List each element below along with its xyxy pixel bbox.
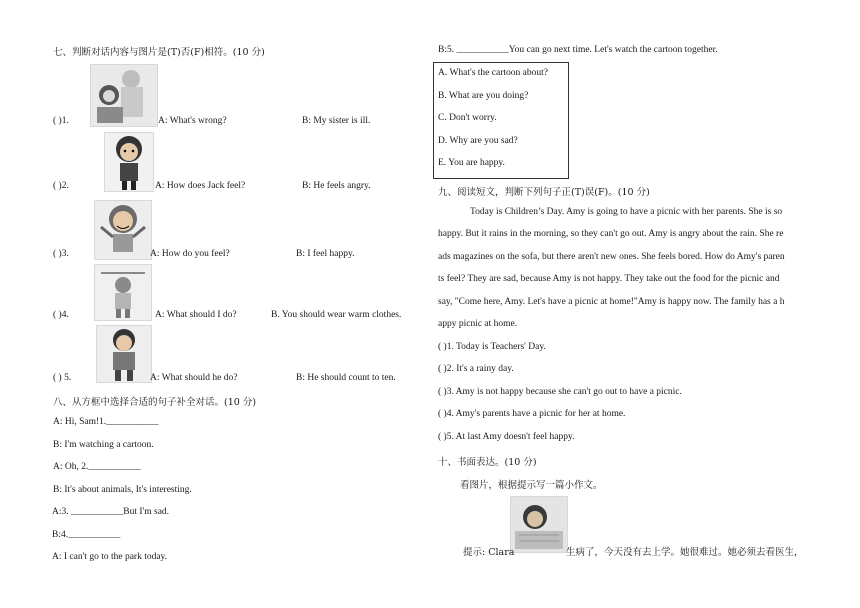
section-7-title: 七、判断对话内容与图片是(T)否(F)相符。(10 分) — [53, 47, 265, 58]
dialogue-line-4: B: It's about animals, It's interesting. — [53, 485, 192, 495]
item7-1-answer: B: My sister is ill. — [302, 116, 371, 126]
item7-5-question: A: What should he do? — [150, 373, 238, 383]
item7-3-number: ( )3. — [53, 249, 69, 259]
passage-line-2: happy. But it rains in the morning, so they can't go out. Amy is angry about the rain. She re — [438, 229, 784, 239]
dialogue-line-2: B: I'm watching a cartoon. — [53, 440, 154, 450]
writing-instruction: 看图片，根据提示写一篇小作文。 — [460, 480, 603, 491]
dialogue-line-6: B:4.___________ — [52, 530, 121, 540]
statement-1: ( )1. Today is Teachers' Day. — [438, 342, 546, 352]
angry-boy-picture — [96, 325, 152, 383]
option-e: E. You are happy. — [438, 158, 505, 168]
statement-4: ( )4. Amy's parents have a picnic for her at home. — [438, 409, 626, 419]
section-8-title: 八、从方框中选择合适的句子补全对话。(10 分) — [53, 397, 257, 408]
item7-2-number: ( )2. — [53, 181, 69, 191]
passage-line-6: appy picnic at home. — [438, 319, 518, 329]
section-10-title: 十、书面表达。(10 分) — [438, 457, 537, 468]
passage-line-5: say, "Come here, Amy. Let's have a picnic at home!"Amy is happy now. The family has a h — [438, 297, 785, 307]
item7-5-number: ( ) 5. — [53, 373, 72, 383]
sick-girl-in-bed-picture — [510, 496, 568, 553]
writing-hint-end: 生病了，今天没有去上学。她很难过。她必须去看医生， — [566, 547, 804, 558]
dialogue-line-1: A: Hi, Sam!1.___________ — [53, 417, 159, 427]
item7-4-question: A: What should I do? — [155, 310, 237, 320]
statement-3: ( )3. Amy is not happy because she can't go out to have a picnic. — [438, 387, 682, 397]
dialogue-line-8: B:5. ___________You can go next time. Let's watch the cartoon together. — [438, 45, 718, 55]
passage-line-3: ads magazines on the sofa, but there aren't new ones. She feels bored. How do Amy's paren — [438, 252, 785, 262]
jack-picture — [104, 132, 154, 192]
item7-2-answer: B: He feels angry. — [302, 181, 371, 191]
item7-4-number: ( )4. — [53, 310, 69, 320]
statement-5: ( )5. At last Amy doesn't feel happy. — [438, 432, 575, 442]
item7-1-question: A: What's wrong? — [158, 116, 227, 126]
option-c: C. Don't worry. — [438, 113, 497, 123]
item7-3-question: A: How do you feel? — [150, 249, 230, 259]
item7-5-answer: B: He should count to ten. — [296, 373, 396, 383]
item7-3-answer: B: I feel happy. — [296, 249, 355, 259]
passage-line-4: ts feel? They are sad, because Amy is not happy. They take out the food for the picnic and — [438, 274, 780, 284]
dialogue-line-5: A:3. ___________But I'm sad. — [52, 507, 170, 517]
statement-2: ( )2. It's a rainy day. — [438, 364, 514, 374]
option-d: D. Why are you sad? — [438, 136, 518, 146]
passage-line-1: Today is Children’s Day. Amy is going to have a picnic with her parents. She is so — [470, 207, 783, 217]
dialogue-line-7: A: I can't go to the park today. — [52, 552, 168, 562]
writing-hint-start: 提示: Clara — [463, 547, 515, 558]
happy-girl-picture — [94, 200, 152, 260]
item7-2-question: A: How does Jack feel? — [155, 181, 246, 191]
item7-4-answer: B. You should wear warm clothes. — [271, 310, 402, 320]
cold-child-picture — [94, 264, 152, 321]
dialogue-line-3: A: Oh, 2.___________ — [53, 462, 141, 472]
item7-1-number: ( )1. — [53, 116, 69, 126]
section-9-title: 九、阅读短文，判断下列句子正(T)误(F)。(10 分) — [438, 187, 650, 198]
sick-sister-picture — [90, 64, 158, 127]
option-b: B. What are you doing? — [438, 91, 529, 101]
option-a: A. What's the cartoon about? — [438, 68, 548, 78]
